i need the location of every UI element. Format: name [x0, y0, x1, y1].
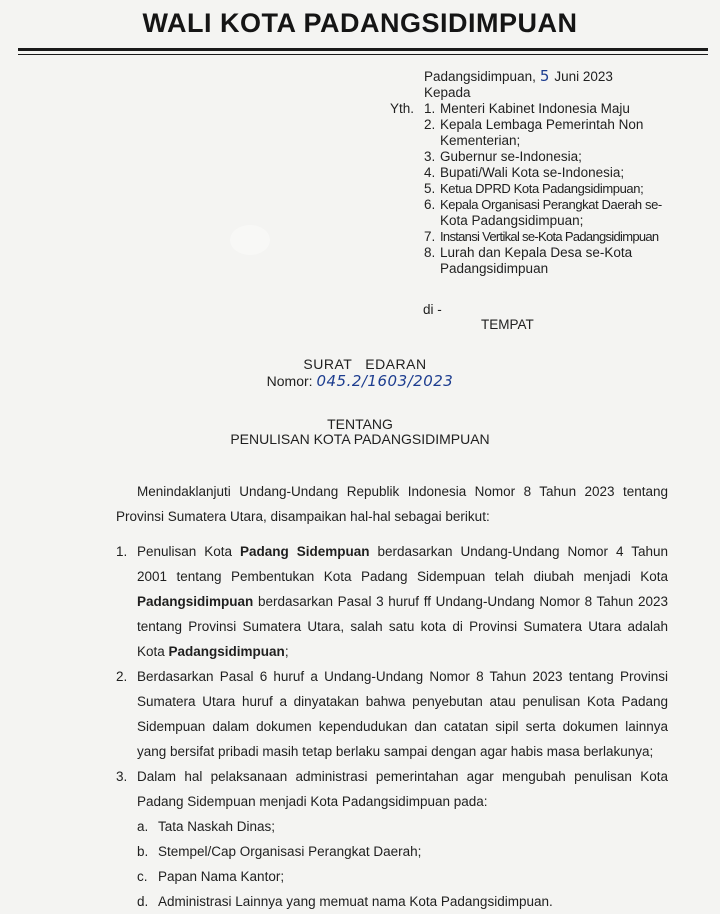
letterhead-rule-thin	[18, 54, 708, 55]
recipient-text: Menteri Kabinet Indonesia Maju	[440, 101, 630, 116]
recipient-text: Ketua DPRD Kota Padangsidimpuan;	[440, 181, 644, 196]
item-text: ;	[284, 644, 289, 659]
sub-item-text: Tata Naskah Dinas;	[158, 819, 276, 834]
date-place: Padangsidimpuan,	[424, 69, 536, 84]
date-day: 5	[539, 67, 550, 85]
recipient-item	[424, 229, 662, 245]
date-line	[390, 68, 662, 85]
di-label: di -	[423, 302, 442, 317]
letterhead-rule-thick	[18, 48, 708, 51]
letterhead-title: WALI KOTA PADANGSIDIMPUAN	[142, 8, 578, 38]
recipient-text: Lurah dan Kepala Desa se-Kota	[440, 245, 633, 260]
kepada-label: Kepada	[424, 85, 471, 100]
recipient-item	[424, 181, 662, 197]
sub-item-text: Stempel/Cap Organisasi Perangkat Daerah;	[158, 844, 422, 859]
recipient-list	[424, 101, 662, 277]
recipient-num: 4.	[424, 165, 436, 180]
recipient-item	[424, 149, 662, 165]
yth-label: Yth.	[390, 101, 415, 116]
recipient-text: Kepala Organisasi Perangkat Daerah se-	[440, 197, 662, 212]
numbered-list	[116, 539, 668, 914]
recipient-item	[424, 165, 662, 181]
item-text: Penulisan Kota	[137, 544, 240, 559]
subject-title: PENULISAN KOTA PADANGSIDIMPUAN	[230, 431, 490, 447]
recipient-num: 8.	[424, 245, 436, 260]
sub-list-item	[137, 839, 668, 864]
sub-list-item	[137, 814, 668, 839]
item-text: Dalam hal pelaksanaan administrasi pemerintahan agar mengubah penulisan Kota Padang Sidempuan menjadi Kota Padangsidimpuan pada:	[137, 769, 668, 809]
address-block	[390, 68, 662, 277]
recipient-item	[424, 197, 662, 213]
recipient-num: 7.	[424, 229, 436, 244]
sub-list-item	[137, 889, 668, 914]
item-bold-text: Padangsidimpuan	[168, 644, 285, 659]
recipient-num: 1.	[424, 101, 436, 116]
tentang-label: TENTANG	[327, 416, 393, 432]
recipient-item	[424, 101, 662, 117]
recipient-num: 2.	[424, 117, 436, 132]
recipient-text-cont: Kota Padangsidimpuan;	[440, 213, 584, 228]
item-text: berdasarkan Pasal 3 huruf ff Undang-Undang Nomor 8 Tahun 2023 tentang Provinsi Sumatera Utara, salah satu kota di Provinsi Sumatera Utara adalah Kota	[137, 594, 668, 659]
recipient-num: 5.	[424, 181, 436, 196]
photo-glare	[230, 225, 270, 255]
tempat-label: TEMPAT	[481, 317, 534, 332]
intro-paragraph: Menindaklanjuti Undang-Undang Republik Indonesia Nomor 8 Tahun 2023 tentang Provinsi Sumatera Utara, disampaikan hal-hal sebagai berikut:	[116, 484, 668, 524]
date-month-year: Juni 2023	[554, 69, 613, 84]
recipient-text: Instansi Vertikal se-Kota Padangsidimpuan	[440, 229, 659, 244]
recipient-text: Gubernur se-Indonesia;	[440, 149, 582, 164]
recipient-num: 3.	[424, 149, 436, 164]
recipient-text: Kepala Lembaga Pemerintah Non	[440, 117, 644, 132]
recipient-item	[424, 117, 662, 133]
sub-item-text: Papan Nama Kantor;	[158, 869, 285, 884]
list-item	[116, 539, 668, 664]
sub-list	[137, 814, 668, 914]
nomor-label: Nomor:	[266, 373, 313, 389]
recipient-text: Bupati/Wali Kota se-Indonesia;	[440, 165, 625, 180]
sub-list-item	[137, 864, 668, 889]
item-text: Berdasarkan Pasal 6 huruf a Undang-Undang Nomor 8 Tahun 2023 tentang Provinsi Sumatera Utara huruf a dinyatakan bahwa penyebutan atau penulisan Kota Padang Sidempuan dalam dokumen kependudukan dan catatan sipil serta dokumen lainnya yang bersifat pribadi masih tetap berlaku sampai dengan agar habis masa berlakunya;	[137, 669, 668, 759]
sub-item-text: Administrasi Lainnya yang memuat nama Kota Padangsidimpuan.	[158, 894, 553, 909]
recipient-num: 6.	[424, 197, 436, 212]
nomor-value: 045.2/1603/2023	[316, 372, 454, 390]
sub-item-letter: c.	[137, 869, 148, 884]
list-item-num: 2.	[116, 669, 128, 684]
sub-item-letter: a.	[137, 819, 149, 834]
letter-body	[116, 479, 668, 914]
sub-item-letter: b.	[137, 844, 149, 859]
recipient-text-cont: Padangsidimpuan	[440, 261, 549, 276]
item-text: berdasarkan Undang-Undang Nomor 4 Tahun 2001 tentang Pembentukan Kota Padang Sidempuan telah diubah menjadi Kota	[137, 544, 668, 584]
list-item	[116, 764, 668, 814]
list-item-num: 1.	[116, 544, 128, 559]
letterhead	[0, 0, 720, 60]
item-bold-text: Padang Sidempuan	[240, 544, 370, 559]
sub-item-letter: d.	[137, 894, 149, 909]
item-bold-text: Padangsidimpuan	[137, 594, 254, 609]
list-item	[116, 664, 668, 764]
list-item-num: 3.	[116, 769, 128, 784]
recipient-text-cont: Kementerian;	[440, 133, 521, 148]
recipient-item	[424, 245, 662, 261]
surat-edaran-title: SURAT EDARAN	[303, 356, 427, 372]
nomor-line	[0, 372, 720, 390]
